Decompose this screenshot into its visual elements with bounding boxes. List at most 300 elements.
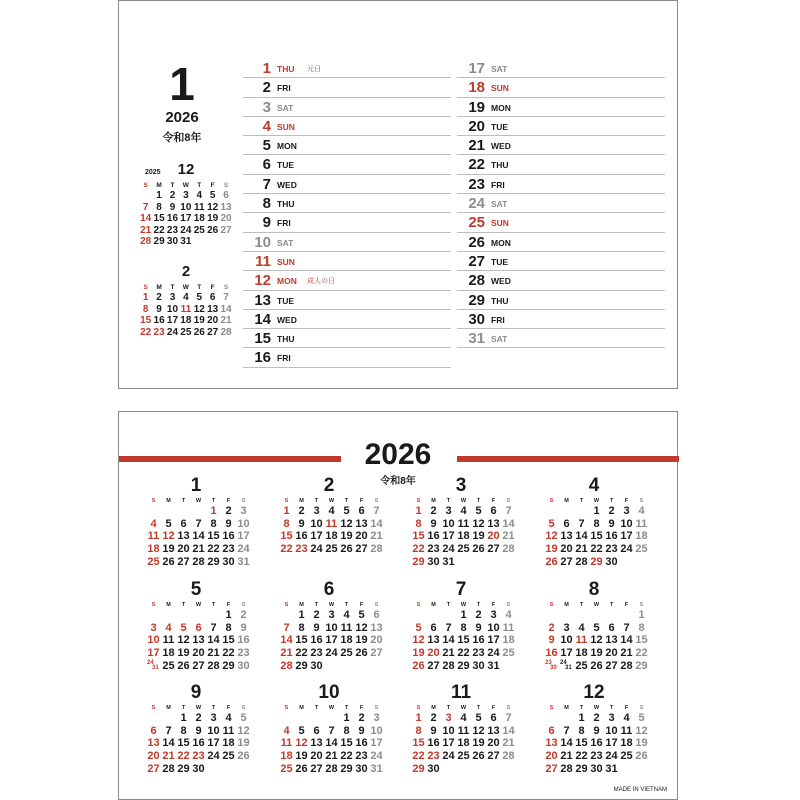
weekday-name: WED (277, 179, 297, 190)
day-cell: 21 (575, 543, 588, 556)
weekday-name: MON (491, 102, 511, 113)
day-grid (544, 505, 647, 568)
day-cell: 15 (177, 737, 190, 750)
day-cell: 28 (162, 762, 175, 775)
day-cell: 21 (220, 315, 232, 327)
day-cell: 10 (487, 621, 500, 634)
day-cell: 27 (487, 750, 500, 763)
day-cell: 29 (295, 659, 308, 672)
day-cell: 10 (147, 634, 160, 647)
month-number: 2 (323, 475, 335, 496)
day-row (243, 194, 451, 213)
day-cell: 7 (505, 712, 512, 724)
day-cell: 20 (220, 213, 232, 225)
weekday-name: FRI (277, 218, 291, 229)
day-cell: 24 (180, 224, 192, 236)
day-cell: 9 (313, 621, 320, 634)
weekday-label: T (314, 498, 319, 504)
day-cell: 22 (280, 543, 293, 556)
day-cell: 1 (638, 609, 645, 621)
day-cell: 21 (560, 750, 573, 763)
day-cell: 1 (415, 505, 422, 517)
month-block (408, 579, 514, 672)
weekday-name: THU (277, 199, 295, 210)
day-cell: 6 (223, 190, 229, 201)
day-cell: 13 (370, 621, 383, 634)
day-grid (544, 609, 647, 672)
day-cell: 24 (237, 543, 250, 556)
weekday-label: S (223, 284, 229, 291)
day-row (243, 175, 451, 194)
day-cell: 27 (310, 762, 323, 775)
day-cell: 25 (502, 647, 515, 660)
empty-cell (574, 505, 589, 518)
day-cell: 25 (457, 750, 470, 763)
weekday-name: TUE (277, 160, 294, 171)
weekday-label: S (506, 705, 511, 711)
day-cell: 17 (310, 530, 323, 543)
month-number: 3 (455, 475, 467, 496)
empty-cell (146, 712, 161, 725)
day-number: 25 (468, 214, 485, 232)
day-cell: 11 (457, 517, 470, 530)
day-cell: 15 (280, 530, 293, 543)
day-number: 7 (262, 175, 271, 193)
weekday-label: F (491, 602, 496, 608)
day-cell: 12 (207, 201, 219, 213)
day-cell: 30 (192, 762, 205, 775)
day-cell: 24 (442, 750, 455, 763)
month-block (408, 475, 514, 568)
day-row (457, 213, 665, 232)
day-cell: 21 (370, 530, 383, 543)
month-number: 10 (318, 682, 340, 703)
month-number: 6 (323, 579, 335, 600)
day-cell: 11 (222, 724, 235, 737)
current-month-number: 1 (169, 58, 195, 110)
day-cell: 1 (180, 712, 187, 724)
weekday-label: W (593, 498, 600, 504)
day-cell: 20 (192, 647, 205, 660)
weekday-label: F (491, 705, 496, 711)
day-row (457, 310, 665, 329)
day-cell: 2 (298, 505, 305, 517)
day-cell: 14 (620, 634, 633, 647)
day-cell: 21 (207, 647, 220, 660)
day-cell: 6 (313, 724, 320, 737)
day-cell: 30 (237, 659, 250, 672)
day-cell: 17 (166, 315, 179, 327)
empty-cell (544, 712, 559, 725)
day-cell: 8 (142, 303, 149, 315)
day-row (243, 233, 451, 252)
day-cell: 27 (355, 543, 368, 556)
day-cell: 13 (487, 724, 500, 737)
day-cell: 8 (415, 517, 422, 530)
day-row (457, 271, 665, 290)
day-row (457, 252, 665, 271)
day-cell: 23 (590, 750, 603, 763)
day-cell: 2 (195, 712, 202, 724)
day-cell: 11 (162, 634, 175, 647)
day-row (457, 117, 665, 136)
day-cell: 22 (177, 750, 190, 763)
day-list-column-left (243, 59, 451, 368)
day-row (457, 175, 665, 194)
day-cell: 16 (295, 530, 308, 543)
day-cell: 20 (560, 543, 573, 556)
day-number: 26 (468, 233, 485, 251)
weekday-label: S (639, 602, 644, 608)
empty-cell (191, 609, 206, 622)
day-row (243, 98, 451, 117)
day-number: 12 (254, 272, 271, 290)
weekday-name: WED (277, 314, 297, 325)
day-cell: 30 (166, 236, 179, 248)
day-cell: 10 (325, 621, 338, 634)
weekday-label: T (609, 498, 614, 504)
day-cell: 4 (165, 621, 172, 634)
day-cell: 6 (209, 292, 216, 303)
day-cell: 22 (153, 224, 165, 236)
day-cell: 5 (240, 712, 247, 724)
day-cell: 31 (442, 555, 455, 568)
day-grid (279, 505, 382, 556)
empty-cell (574, 609, 589, 622)
day-cell: 24 (487, 647, 500, 660)
day-cell: 5 (475, 712, 482, 724)
weekday-label: S (151, 602, 156, 608)
day-cell: 8 (415, 724, 422, 737)
month-block (541, 475, 647, 568)
day-cell: 16 (545, 647, 558, 660)
day-cell: 4 (328, 505, 335, 517)
day-cell: 28 (140, 236, 152, 248)
weekday-label: S (506, 498, 511, 504)
day-cell: 13 (560, 530, 573, 543)
day-cell: 27 (177, 555, 190, 568)
day-cell: 26 (545, 555, 558, 568)
day-cell: 14 (207, 634, 220, 647)
day-cell: 17 (487, 634, 500, 647)
day-cell: 11 (635, 517, 648, 530)
weekday-label: W (195, 498, 202, 504)
weekday-name: THU (491, 295, 509, 306)
day-cell: 6 (490, 712, 497, 724)
day-cell: 31 (237, 555, 250, 568)
month-number: 9 (190, 682, 202, 703)
day-cell: 5 (638, 712, 645, 724)
day-cell: 21 (325, 750, 338, 763)
weekday-label: M (431, 705, 436, 711)
weekday-label: M (431, 498, 436, 504)
day-cell: 31 (605, 762, 618, 775)
day-cell: 30 (355, 762, 368, 775)
day-cell: 14 (140, 213, 152, 225)
day-cell: 27 (427, 659, 440, 672)
weekday-label: S (549, 602, 554, 608)
day-cell: 3 (445, 505, 452, 517)
day-cell: 26 (412, 659, 425, 672)
day-row (457, 233, 665, 252)
weekday-label: M (564, 498, 569, 504)
day-cell: 20 (545, 750, 558, 763)
weekday-label: W (593, 602, 600, 608)
day-cell: 29 (153, 236, 165, 248)
day-cell: 3 (623, 505, 630, 517)
day-row (457, 155, 665, 174)
day-cell: 28 (192, 555, 205, 568)
weekday-header (146, 497, 249, 505)
month-number: 8 (588, 579, 600, 600)
day-cell: 30 (222, 555, 235, 568)
day-cell: 13 (427, 634, 440, 647)
day-cell: 3 (210, 712, 217, 724)
day-row (243, 291, 451, 310)
day-cell: 26 (207, 224, 219, 236)
day-cell: 17 (207, 737, 220, 750)
day-cell: 23 (427, 543, 440, 556)
weekday-label: F (624, 602, 629, 608)
day-cell: 3 (183, 190, 189, 201)
day-cell: 23 (310, 647, 323, 660)
weekday-name: SUN (277, 256, 295, 267)
day-cell: 5 (358, 609, 365, 621)
day-cell: 25 (280, 762, 293, 775)
day-cell: 2 (225, 505, 232, 517)
weekday-name: TUE (277, 295, 294, 306)
day-grid (411, 609, 514, 672)
weekday-label: T (211, 498, 216, 504)
day-cell: 2 (240, 609, 247, 621)
day-cell: 4 (150, 517, 157, 530)
day-cell: 20 (355, 530, 368, 543)
day-cell: 12 (545, 530, 558, 543)
day-cell: 19 (412, 647, 425, 660)
day-cell: 28 (280, 659, 293, 672)
day-number: 6 (262, 156, 271, 174)
day-number: 5 (262, 137, 271, 155)
day-cell: 1 (156, 190, 162, 201)
day-cell: 23 (153, 326, 165, 338)
day-cell: 4 (343, 609, 350, 621)
month-block (541, 579, 647, 672)
day-number: 9 (262, 214, 271, 232)
weekday-label: S (374, 602, 379, 608)
day-cell: 15 (635, 634, 648, 647)
weekday-label: T (344, 602, 349, 608)
weekday-name: SUN (277, 121, 295, 132)
weekday-label: S (639, 705, 644, 711)
day-cell: 5 (165, 517, 172, 530)
day-cell: 6 (180, 517, 187, 530)
month-number: 4 (588, 475, 600, 496)
empty-cell (146, 505, 161, 518)
day-cell: 2 (608, 505, 615, 517)
weekday-label: T (181, 705, 186, 711)
day-cell: 2 (593, 712, 600, 724)
day-grid (279, 712, 382, 775)
day-cell: 14 (575, 530, 588, 543)
day-cell: 28 (502, 750, 515, 763)
empty-cell (559, 505, 574, 518)
japanese-era-year: 令和8年 (162, 132, 202, 144)
day-cell: 27 (220, 224, 232, 236)
day-cell: 25 (162, 659, 175, 672)
weekday-label: S (284, 705, 289, 711)
year-title: 2026 (364, 438, 432, 471)
mini-calendar-month: 2 (181, 263, 191, 280)
day-cell: 3 (169, 292, 176, 303)
day-cell: 9 (430, 724, 437, 737)
weekday-label: T (181, 602, 186, 608)
day-cell: 5 (196, 292, 203, 303)
day-grid (411, 712, 514, 775)
day-number: 13 (254, 291, 271, 309)
day-row (457, 59, 665, 78)
day-cell: 4 (638, 505, 645, 517)
day-cell: 12 (295, 737, 308, 750)
day-cell: 19 (295, 750, 308, 763)
month-number: 11 (450, 682, 472, 703)
day-cell: 26 (237, 750, 250, 763)
day-cell: 28 (442, 659, 455, 672)
day-cell: 16 (427, 530, 440, 543)
day-cell: 20 (370, 634, 383, 647)
day-cell: 5 (475, 505, 482, 517)
mini-day-grid (139, 190, 233, 248)
day-cell: 7 (328, 724, 335, 737)
mini-calendar-year: 2025 (145, 169, 161, 176)
day-cell: 6 (563, 517, 570, 530)
weekday-label: F (359, 498, 364, 504)
holiday-name: 成人の日 (307, 278, 335, 286)
weekday-label: M (564, 602, 569, 608)
day-cell: 22 (412, 750, 425, 763)
day-cell: 9 (156, 303, 162, 315)
day-cell: 15 (590, 530, 603, 543)
mini-calendar-previous-month (139, 161, 233, 248)
day-cell: 25 (325, 543, 338, 556)
day-cell: 13 (605, 634, 618, 647)
weekday-name: WED (491, 141, 511, 152)
day-cell: 31 (180, 236, 192, 248)
day-cell: 15 (153, 213, 165, 225)
day-cell: 18 (147, 543, 160, 556)
empty-cell (161, 712, 176, 725)
day-cell: 11 (575, 634, 588, 647)
weekday-label: W (328, 498, 335, 504)
day-cell: 28 (207, 659, 220, 672)
day-cell: 25 (193, 224, 205, 236)
day-cell: 1 (283, 505, 290, 517)
weekday-label: T (579, 602, 584, 608)
day-cell: 2 (430, 505, 437, 517)
day-cell: 6 (195, 621, 202, 634)
weekday-label: S (151, 705, 156, 711)
day-cell: 16 (222, 530, 235, 543)
day-cell: 29 (222, 659, 235, 672)
day-cell: 23 (355, 750, 368, 763)
weekday-label: S (284, 498, 289, 504)
day-cell: 17 (180, 213, 192, 225)
day-cell: 21 (192, 543, 205, 556)
weekday-label: T (344, 498, 349, 504)
day-cell: 29 (457, 659, 470, 672)
day-cell: 9 (430, 517, 437, 530)
day-cell: 16 (355, 737, 368, 750)
day-cell: 12 (635, 724, 648, 737)
day-cell: 9 (298, 517, 305, 530)
day-cell: 27 (560, 555, 573, 568)
day-cell: 30 (590, 762, 603, 775)
day-cell: 12 (177, 634, 190, 647)
day-cell: 6 (548, 724, 555, 737)
day-cell: 29 (575, 762, 588, 775)
day-cell: 24 (605, 750, 618, 763)
day-row (457, 78, 665, 97)
day-number: 19 (468, 98, 485, 116)
weekday-label: T (476, 602, 481, 608)
day-cell: 18 (180, 315, 192, 327)
month-block (276, 579, 382, 672)
day-cell: 30 (472, 659, 485, 672)
day-cell: 22 (340, 750, 353, 763)
day-cell: 1 (142, 292, 149, 303)
day-cell: 17 (237, 530, 250, 543)
day-cell: 27 (370, 647, 383, 660)
mini-calendar-next-month (139, 263, 233, 338)
weekday-name: MON (277, 276, 297, 287)
day-cell: 1 (298, 609, 305, 621)
day-cell: 9 (593, 724, 600, 737)
day-cell: 10 (560, 634, 573, 647)
weekday-label: S (143, 182, 148, 189)
day-cell: 26 (472, 543, 485, 556)
day-cell: 10 (237, 517, 250, 530)
day-number: 2 (262, 79, 271, 97)
weekday-label: T (211, 602, 216, 608)
day-cell: 4 (505, 609, 512, 621)
weekday-name: SAT (491, 199, 508, 210)
day-row (457, 136, 665, 155)
day-cell: 28 (575, 555, 588, 568)
day-cell: 21 (280, 647, 293, 660)
weekday-label: T (197, 284, 202, 291)
day-cell: 8 (225, 621, 232, 634)
day-cell: 8 (180, 724, 187, 737)
day-cell: 24 (620, 543, 633, 556)
empty-cell (589, 609, 604, 622)
day-cell: 23 (192, 750, 205, 763)
weekday-label: T (197, 182, 202, 189)
day-cell: 10 (620, 517, 633, 530)
weekday-label: W (460, 705, 467, 711)
day-cell: 14 (192, 530, 205, 543)
day-cell: 12 (590, 634, 603, 647)
day-cell: 2 (169, 190, 176, 201)
day-cell: 16 (166, 213, 179, 225)
day-cell: 23 (427, 750, 440, 763)
day-cell: 23 (166, 224, 179, 236)
day-cell: 3 (490, 609, 497, 621)
weekday-header (146, 704, 249, 712)
weekday-label: W (460, 602, 467, 608)
day-cell: 21 (502, 530, 515, 543)
day-cell: 15 (222, 634, 235, 647)
day-cell: 12 (340, 517, 353, 530)
day-cell: 21 (442, 647, 455, 660)
